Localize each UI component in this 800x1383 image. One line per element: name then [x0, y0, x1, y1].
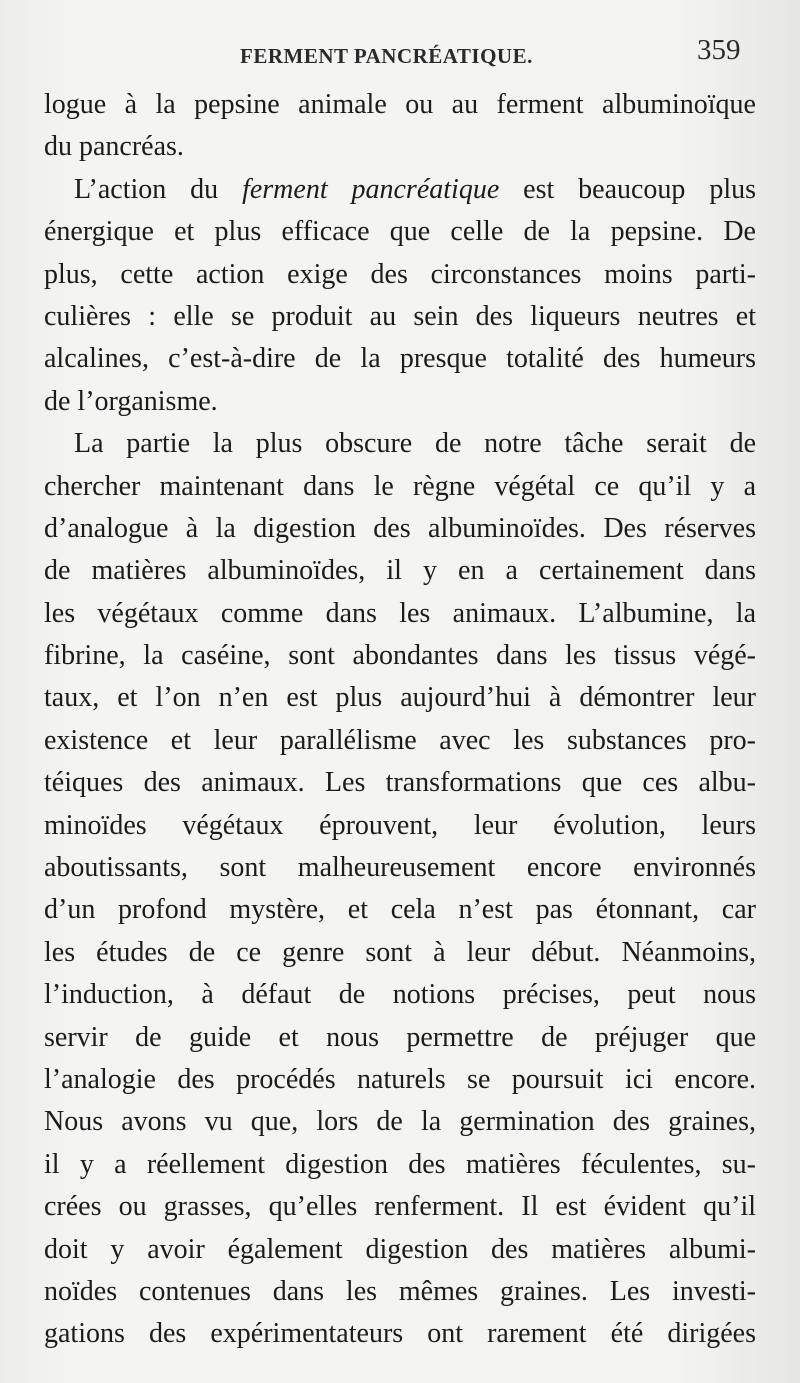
text-segment: est beaucoup plus	[499, 173, 756, 205]
text-line	[44, 169, 756, 211]
text-line: Nous avons vu que, lors de la germination des graines,	[44, 1106, 756, 1138]
text-line: gations des expérimentateurs ont rarement été dirigées	[44, 1318, 756, 1350]
text-line: l’analogie des procédés naturels se poursuit ici encore.	[44, 1063, 756, 1095]
text-line: noïdes contenues dans les mêmes graines. Les investi-	[44, 1275, 756, 1307]
text-line: du pancréas.	[44, 131, 184, 163]
text-line: plus, cette action exige des circonstances moins parti-	[44, 258, 756, 290]
text-line: alcalines, c’est-à-dire de la presque totalité des humeurs	[44, 343, 756, 375]
page-number: 359	[697, 34, 741, 66]
text-segment: L’action du	[74, 173, 243, 205]
text-line: servir de guide et nous permettre de préjuger que	[44, 1021, 756, 1053]
text-line: de l’organisme.	[44, 385, 218, 417]
text-line: culières : elle se produit au sein des liqueurs neutres et	[44, 300, 756, 332]
text-line: La partie la plus obscure de notre tâche serait de	[74, 428, 756, 460]
text-line: existence et leur parallélisme avec les substances pro-	[44, 724, 756, 756]
text-line: logue à la pepsine animale ou au ferment albuminoïque	[44, 89, 756, 120]
text-line: énergique et plus efficace que celle de la pepsine. De	[44, 216, 756, 248]
text-line: doit y avoir également digestion des matières albumi-	[44, 1233, 756, 1265]
text-line: fibrine, la caséine, sont abondantes dans les tissus végé-	[44, 640, 756, 672]
text-line: d’un profond mystère, et cela n’est pas étonnant, car	[44, 894, 756, 926]
text-line: les végétaux comme dans les animaux. L’albumine, la	[44, 597, 756, 629]
text-line: minoïdes végétaux éprouvent, leur évolution, leurs	[44, 809, 756, 841]
text-line: aboutissants, sont malheureusement encore environnés	[44, 852, 756, 884]
text-line: de matières albuminoïdes, il y en a certainement dans	[44, 555, 756, 587]
text-line: chercher maintenant dans le règne végétal ce qu’il y a	[44, 470, 756, 502]
page-header	[0, 30, 800, 90]
italic-term: ferment pancréatique	[242, 173, 500, 205]
running-title: FERMENT PANCRÉATIQUE.	[240, 44, 533, 68]
text-line: il y a réellement digestion des matières féculentes, su-	[44, 1148, 756, 1180]
text-body	[44, 84, 756, 1356]
text-line: crées ou grasses, qu’elles renferment. Il est évident qu’il	[44, 1191, 756, 1223]
text-line: d’analogue à la digestion des albuminoïdes. Des réserves	[44, 512, 756, 544]
text-line: les études de ce genre sont à leur début. Néanmoins,	[44, 936, 756, 968]
text-line: téiques des animaux. Les transformations que ces albu-	[44, 767, 756, 799]
text-line: taux, et l’on n’en est plus aujourd’hui à démontrer leur	[44, 682, 756, 714]
text-line: l’induction, à défaut de notions précises, peut nous	[44, 979, 756, 1011]
